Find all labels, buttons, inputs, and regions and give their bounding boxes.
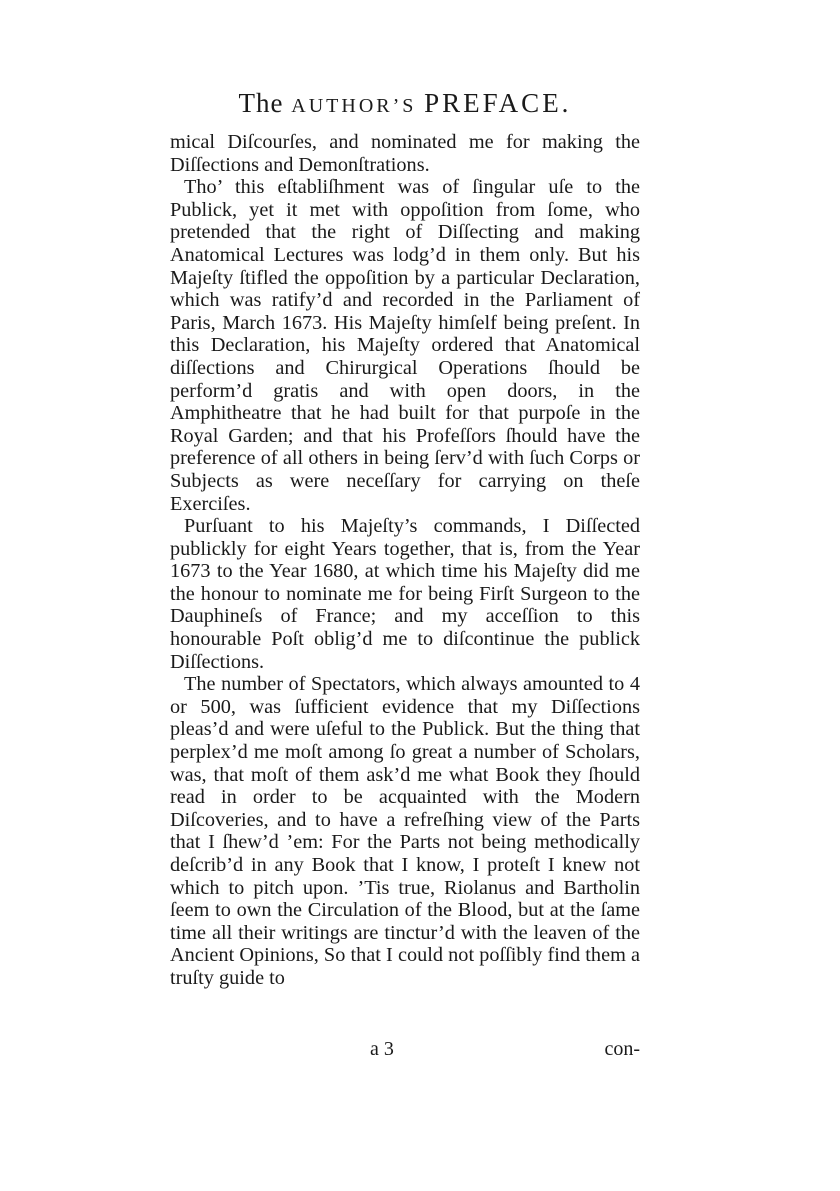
paragraph-establishment: Tho’ this eſtabliſhment was of ſingular uſe to the Publick, yet it met with oppoſition from ſome, who pretended that the right of Diſſecting and making Anatomical Lectures was lodg’d in them only. But his Majeſty ſtifled the oppoſition by a particular Declaration, which was ratify’d and recorded in the Parliament of Paris, March 1673. His Majeſty himſelf being preſent. In this Declaration, his Majeſty ordered that Anatomical diſſections and Chirurgical Operations ſhould be perform’d gratis and with open doors, in the Amphitheatre that he had built for that purpoſe in the Royal Garden; and that his Profeſſors ſhould have the preference of all others in being ſerv’d with ſuch Corps or Subjects as were neceſſary for carrying on theſe Exerciſes. bbox=[170, 176, 640, 515]
running-head bbox=[170, 90, 640, 117]
body-text bbox=[170, 131, 640, 990]
running-head-the: The bbox=[238, 88, 284, 118]
paragraph-public-dissections: Purſuant to his Majeſty’s commands, I Diſſected publickly for eight Years together, that is, from the Year 1673 to the Year 1680, at which time his Majeſty did me the honour to nominate me for being Firſt Surgeon to the Dauphineſs of France; and my acceſſion to this honourable Poſt oblig’d me to diſcontinue the publick Diſſections. bbox=[170, 515, 640, 673]
paragraph-continuation: mical Diſcourſes, and nominated me for making the Diſſections and Demonſtrations. bbox=[170, 131, 640, 176]
signature-mark: a 3 bbox=[370, 1038, 394, 1060]
page-footer bbox=[170, 1038, 640, 1062]
running-head-author: AUTHOR’S bbox=[291, 95, 417, 117]
paragraph-spectators: The number of Spectators, which always amounted to 4 or 500, was ſufficient evidence that my Diſſections pleas’d and were uſeful to the Publick. But the thing that perplex’d me moſt among ſo great a number of Scholars, was, that moſt of them ask’d me what Book they ſhould read in order to be acquainted with the Modern Diſcoveries, and to have a refreſhing view of the Parts that I ſhew’d ’em: For the Parts not being methodically deſcrib’d in any Book that I know, I proteſt I knew not which to pitch upon. ’Tis true, Riolanus and Bartholin ſeem to own the Circulation of the Blood, but at the ſame time all their writings are tinctur’d with the leaven of the Ancient Opinions, So that I could not poſſibly find them a truſty guide to bbox=[170, 673, 640, 989]
running-head-preface: PREFACE. bbox=[424, 88, 572, 118]
catchword: con- bbox=[604, 1038, 640, 1060]
